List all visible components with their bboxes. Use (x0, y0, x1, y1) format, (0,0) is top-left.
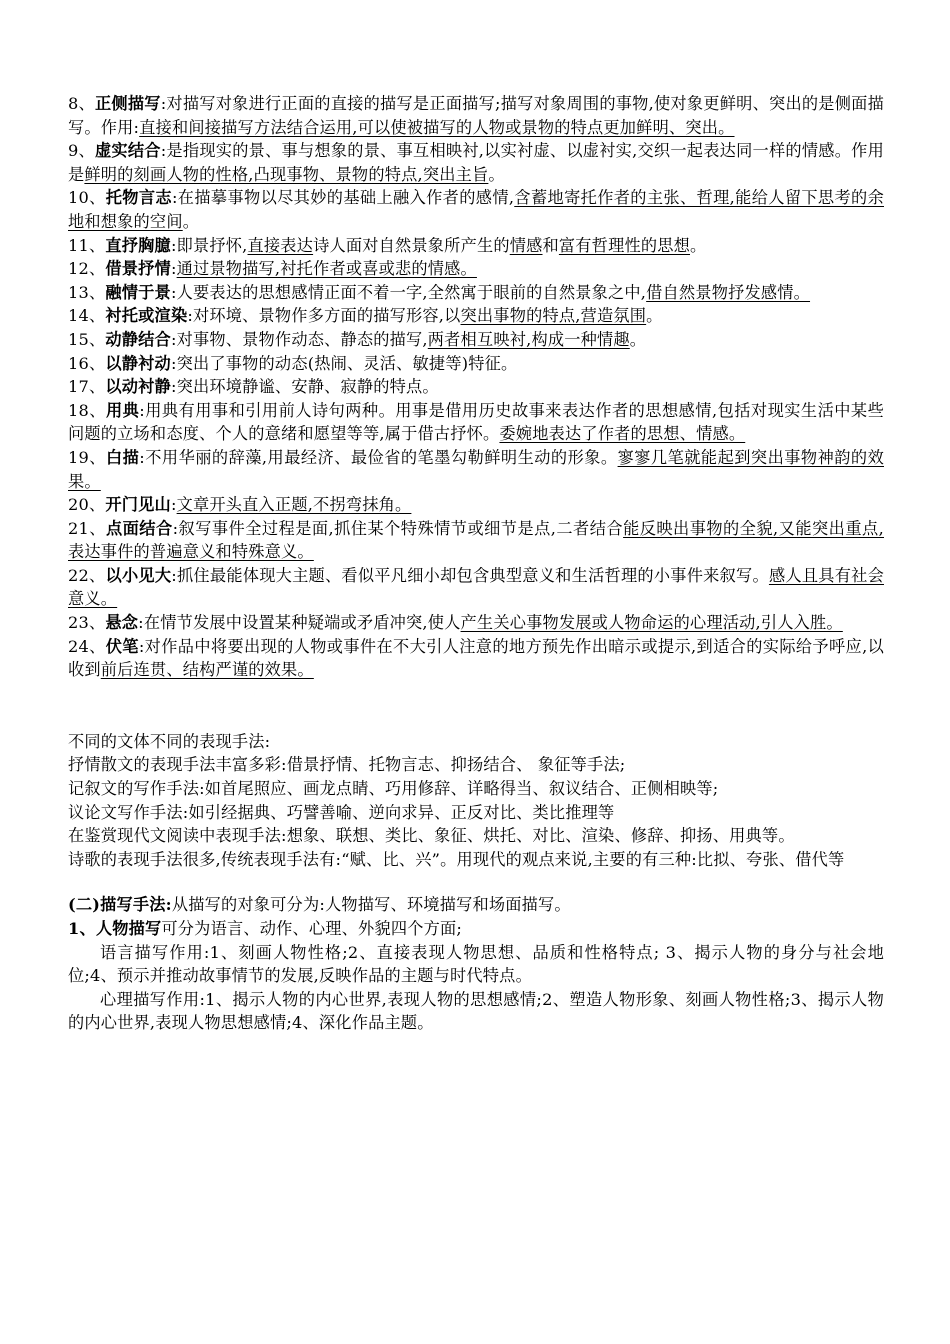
technique-item: 13、融情于景:人要表达的思想感情正面不着一字,全然寓于眼前的自然景象之中,借自然景物抒发感情。 (68, 282, 811, 302)
technique-item: 21、点面结合:叙写事件全过程是面,抓住某个特殊情节或细节是点,二者结合能反映出事物的全貌,又能突出重点,表达事件的普遍意义和特殊意义。 (68, 518, 884, 562)
technique-item: 9、虚实结合:是指现实的景、事与想象的景、事互相映衬,以实衬虚、以虚衬实,交织一起表达同一样的情感。作用是鲜明的刻画人物的性格,凸现事物、景物的特点,突出主旨。 (68, 141, 884, 184)
technique-item: 14、衬托或渲染:对环境、景物作多方面的描写形容,以突出事物的特点,营造氛围。 (68, 306, 663, 326)
style-line: 在鉴赏现代文阅读中表现手法:想象、联想、类比、象征、烘托、对比、渲染、修辞、抑扬、用典等。 (68, 826, 795, 846)
styles-heading: 不同的文体不同的表现手法: (68, 731, 271, 751)
style-line: 抒情散文的表现手法丰富多彩:借景抒情、托物言志、抑扬结合、 象征等手法; (68, 755, 626, 775)
technique-item: 12、借景抒情:通过景物描写,衬托作者或喜或悲的情感。 (68, 259, 477, 279)
techniques-list (68, 92, 884, 682)
document-page (68, 92, 884, 1035)
description-methods-section (68, 893, 884, 1035)
style-line: 诗歌的表现手法很多,传统表现手法有:“赋、比、兴”。用现代的观点来说,主要的有三种:比拟、夸张、借代等 (68, 849, 845, 869)
technique-item: 19、白描:不用华丽的辞藻,用最经济、最俭省的笔墨勾勒鲜明生动的形象。寥寥几笔就能起到突出事物神韵的效果。 (68, 447, 884, 491)
technique-item: 23、悬念:在情节发展中设置某种疑端或矛盾冲突,使人产生关心事物发展或人物命运的心理活动,引人入胜。 (68, 613, 843, 633)
technique-item: 20、开门见山:文章开头直入正题,不拐弯抹角。 (68, 495, 412, 515)
technique-item: 17、以动衬静:突出环境静谧、安静、寂静的特点。 (68, 377, 439, 397)
section-heading: (二)描写手法:从描写的对象可分为:人物描写、环境描写和场面描写。 (68, 895, 571, 915)
technique-item: 11、直抒胸臆:即景抒怀,直接表达诗人面对自然景象所产生的情感和富有哲理性的思想。 (68, 235, 707, 255)
technique-item: 24、伏笔:对作品中将要出现的人物或事件在不大引人注意的地方预先作出暗示或提示,到适合的实际给予呼应,以收到前后连贯、结构严谨的效果。 (68, 636, 885, 680)
writing-styles-section (68, 730, 884, 872)
character-description-line: 1、人物描写可分为语言、动作、心理、外貌四个方面; (68, 919, 463, 938)
technique-item: 18、用典:用典有用事和引用前人诗句两种。用事是借用历史故事来表达作者的思想感情,包括对现实生活中某些问题的立场和态度、个人的意绪和愿望等等,属于借古抒怀。委婉地表达了作者的思想、情感。 (68, 400, 884, 444)
psychology-description-paragraph: 心理描写作用:1、揭示人物的内心世界,表现人物的思想感情;2、塑造人物形象、刻画人物性格;3、揭示人物的内心世界,表现人物思想感情;4、深化作品主题。 (68, 989, 884, 1033)
technique-item: 22、以小见大:抓住最能体现大主题、看似平凡细小却包含典型意义和生活哲理的小事件来叙写。感人且具有社会意义。 (68, 565, 884, 609)
style-line: 议论文写作手法:如引经据典、巧譬善喻、逆向求异、正反对比、类比推理等 (68, 802, 615, 822)
technique-item: 16、以静衬动:突出了事物的动态(热闹、灵活、敏捷等)特征。 (68, 353, 518, 373)
technique-item: 10、托物言志:在描摹事物以尽其妙的基础上融入作者的感情,含蓄地寄托作者的主张、哲理,能给人留下思考的余地和想象的空间。 (68, 188, 884, 231)
style-line: 记叙文的写作手法:如首尾照应、画龙点睛、巧用修辞、详略得当、叙议结合、正侧相映等; (68, 779, 719, 799)
technique-item: 15、动静结合:对事物、景物作动态、静态的描写,两者相互映衬,构成一种情趣。 (68, 329, 647, 349)
technique-item: 8、正侧描写:对描写对象进行正面的直接的描写是正面描写;描写对象周围的事物,使对象更鲜明、突出的是侧面描写。作用:直接和间接描写方法结合运用,可以使被描写的人物或景物的特点更加鲜明、突出。 (68, 94, 884, 137)
language-description-paragraph: 语言描写作用:1、刻画人物性格;2、直接表现人物思想、品质和性格特点; 3、揭示人物的身分与社会地位;4、预示并推动故事情节的发展,反映作品的主题与时代特点。 (68, 942, 884, 986)
